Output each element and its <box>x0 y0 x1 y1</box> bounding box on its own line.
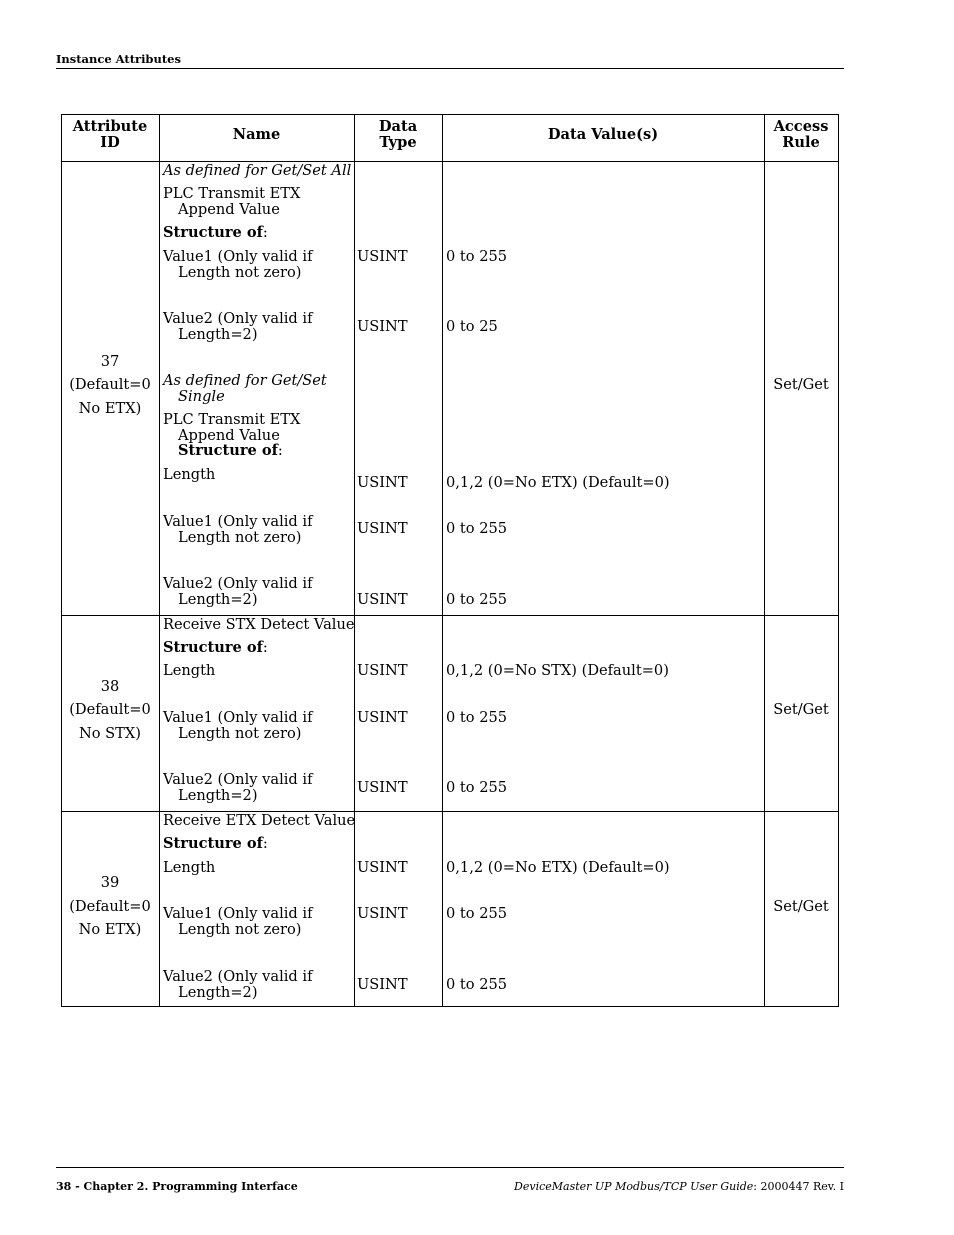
name-text-continued: Length not zero) <box>178 725 302 742</box>
data-type: USINT <box>357 976 408 993</box>
attribute-id-default: (Default=0 <box>69 701 151 718</box>
structure-label <box>163 640 268 656</box>
structure-label-colon: : <box>262 639 268 656</box>
footer-doc-number: : 2000447 Rev. I <box>753 1180 844 1193</box>
data-type: USINT <box>357 779 408 796</box>
name-text: Receive ETX Detect Value <box>163 812 356 829</box>
structure-label-colon: : <box>277 442 283 459</box>
data-value: 0 to 255 <box>446 976 508 993</box>
attribute-id-default: (Default=0 <box>69 898 151 915</box>
structure-label-colon: : <box>262 224 268 241</box>
running-header: Instance Attributes <box>56 52 181 66</box>
footer-rule <box>56 1167 844 1168</box>
data-value: 0,1,2 (0=No ETX) (Default=0) <box>446 859 670 876</box>
footer-guide-title: DeviceMaster UP Modbus/TCP User Guide <box>514 1180 754 1193</box>
data-type: USINT <box>357 474 408 491</box>
instance-attributes-table <box>61 114 839 1007</box>
footer-document-title <box>514 1180 844 1193</box>
access-rule: Set/Get <box>773 376 829 393</box>
data-type: USINT <box>357 859 408 876</box>
name-text: Length <box>163 466 216 483</box>
name-text: As defined for Get/Set <box>163 372 327 389</box>
name-text: PLC Transmit ETX <box>163 185 301 202</box>
structure-label-colon: : <box>262 835 268 852</box>
col-header-name: Name <box>232 126 281 143</box>
attribute-id: 39 <box>100 874 120 891</box>
col-divider-2 <box>354 114 355 1007</box>
col-divider-4 <box>764 114 765 1007</box>
col-divider-3 <box>442 114 443 1007</box>
name-text: Value2 (Only valid if <box>163 968 313 985</box>
structure-label <box>163 225 268 241</box>
name-text: As defined for Get/Set All <box>163 162 352 179</box>
name-text-continued: Length=2) <box>178 984 258 1001</box>
name-text-continued: Length not zero) <box>178 264 302 281</box>
header-rule <box>56 68 844 69</box>
col-header-attribute-id <box>61 119 159 151</box>
attribute-id-default: (Default=0 <box>69 376 151 393</box>
structure-label-bold: Structure of <box>163 224 263 241</box>
name-text-continued: Length=2) <box>178 787 258 804</box>
name-text: Receive STX Detect Value <box>163 616 355 633</box>
data-type: USINT <box>357 709 408 726</box>
structure-label-bold: Structure of <box>163 835 263 852</box>
table-border-left <box>61 114 62 1007</box>
col-header-data-type <box>354 119 442 151</box>
name-text: Length <box>163 662 216 679</box>
name-text: Value1 (Only valid if <box>163 709 313 726</box>
attribute-id-note: No ETX) <box>78 400 142 417</box>
name-text: PLC Transmit ETX <box>163 411 301 428</box>
data-value: 0 to 255 <box>446 520 508 537</box>
attribute-id: 37 <box>100 353 120 370</box>
access-rule: Set/Get <box>773 898 829 915</box>
name-text: Value1 (Only valid if <box>163 248 313 265</box>
col-divider-1 <box>159 114 160 1007</box>
table-border-top <box>61 114 839 115</box>
access-rule: Set/Get <box>773 701 829 718</box>
col-header-line: Access <box>773 118 829 135</box>
name-text-continued: Append Value <box>178 427 280 444</box>
data-value: 0 to 25 <box>446 318 498 335</box>
name-text: Length <box>163 859 216 876</box>
name-text-continued: Length not zero) <box>178 921 302 938</box>
name-text-continued: Length=2) <box>178 591 258 608</box>
table-border-right <box>838 114 839 1007</box>
col-header-data-values: Data Value(s) <box>547 126 659 143</box>
name-text: Value1 (Only valid if <box>163 513 313 530</box>
data-value: 0 to 255 <box>446 779 508 796</box>
data-type: USINT <box>357 905 408 922</box>
col-header-line: Rule <box>782 134 820 151</box>
col-header-access-rule <box>764 119 838 151</box>
col-header-line: Data <box>378 118 418 135</box>
structure-label-bold: Structure of <box>163 639 263 656</box>
name-text-continued: Single <box>178 388 225 405</box>
data-value: 0,1,2 (0=No ETX) (Default=0) <box>446 474 670 491</box>
attribute-id-note: No STX) <box>78 725 141 742</box>
data-type: USINT <box>357 318 408 335</box>
col-header-line: Type <box>379 134 417 151</box>
attribute-id-note: No ETX) <box>78 921 142 938</box>
name-text: Value2 (Only valid if <box>163 310 313 327</box>
structure-label <box>178 443 283 459</box>
data-value: 0 to 255 <box>446 591 508 608</box>
name-text-continued: Length=2) <box>178 326 258 343</box>
attribute-id: 38 <box>100 678 120 695</box>
data-type: USINT <box>357 591 408 608</box>
structure-label <box>163 836 268 852</box>
data-type: USINT <box>357 662 408 679</box>
name-text-continued: Length not zero) <box>178 529 302 546</box>
name-text: Value1 (Only valid if <box>163 905 313 922</box>
footer-page-chapter: 38 - Chapter 2. Programming Interface <box>56 1180 298 1193</box>
name-text-continued: Append Value <box>178 201 280 218</box>
name-text: Value2 (Only valid if <box>163 575 313 592</box>
data-value: 0 to 255 <box>446 905 508 922</box>
data-value: 0 to 255 <box>446 248 508 265</box>
col-header-line: ID <box>100 134 120 151</box>
data-value: 0,1,2 (0=No STX) (Default=0) <box>446 662 669 679</box>
data-type: USINT <box>357 520 408 537</box>
data-type: USINT <box>357 248 408 265</box>
name-text: Value2 (Only valid if <box>163 771 313 788</box>
structure-label-bold: Structure of <box>178 442 278 459</box>
table-border-bottom <box>61 1006 839 1007</box>
col-header-line: Attribute <box>72 118 148 135</box>
data-value: 0 to 255 <box>446 709 508 726</box>
